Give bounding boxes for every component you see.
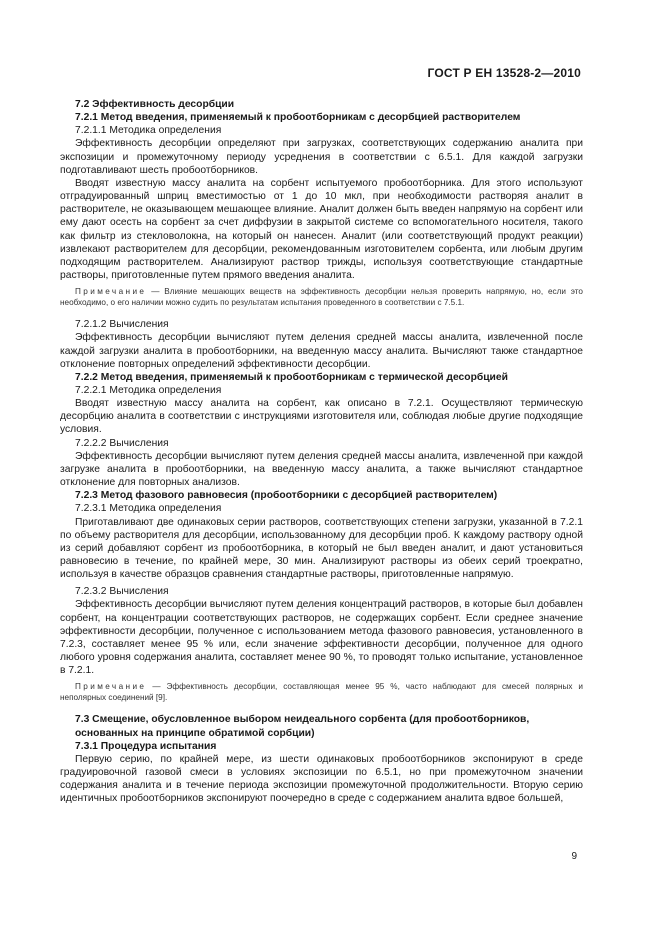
section-7-2-3-1-title: 7.2.3.1 Методика определения [75, 503, 222, 515]
paragraph: Первую серию, по крайней мере, из шести одинаковых пробоотборников экспонируют в среде градуировочной газовой смеси в условиях экспозиции по 6.5.1, но при промежуточном значении содержания аналита и в течение периода экспозиции промежуточной продолжительности. Вторую серию идентичных пробоотборников экспонируют поочередно в среде с содержанием аналита вдвое большей, [60, 753, 583, 805]
paragraph: Эффективность десорбции вычисляют путем деления средней массы аналита, извлеченной при каждой загрузке аналита в пробоотборники, на введенную массу аналита, а также вычисляют стандартное отклонение для повторных анализов. [60, 450, 583, 489]
page-number: 9 [571, 851, 577, 862]
section-7-2-1-2-title: 7.2.1.2 Вычисления [75, 319, 169, 331]
note [60, 681, 583, 703]
section-7-2-3-2-title: 7.2.3.2 Вычисления [75, 586, 169, 598]
section-7-2-2-2-title: 7.2.2.2 Вычисления [75, 437, 169, 449]
section-7-2-3-title: 7.2.3 Метод фазового равновесия (пробоотборники с десорбцией растворителем) [75, 490, 498, 502]
document-body [60, 98, 583, 806]
section-7-2-1-title: 7.2.1 Метод введения, применяемый к пробоотборникам с десорбцией растворителем [75, 112, 521, 124]
section-7-3-title: 7.3 Смещение, обусловленное выбором неидеального сорбента (для пробоотборников, основанных на принципе обратимой сорбции) [75, 714, 530, 739]
note-label: Примечание [75, 287, 147, 297]
section-7-2-2-1-title: 7.2.2.1 Методика определения [75, 384, 222, 396]
document-header: ГОСТ Р ЕН 13528-2—2010 [427, 66, 581, 80]
note-label: Примечание [75, 682, 147, 692]
note-text: — Эффективность десорбции, составляющая менее 95 %, часто наблюдают для смесей полярных и неполярных соединений [9]. [60, 682, 583, 703]
note-text: — Влияние мешающих веществ на эффективность десорбции нельзя проверить напрямую, но, если это необходимо, о его наличии можно судить по результатам испытания проведенного в соответствии с 7.5.1. [60, 287, 583, 308]
section-7-2-2-title: 7.2.2 Метод введения, применяемый к пробоотборникам с термической десорбцией [75, 371, 508, 383]
paragraph: Эффективность десорбции вычисляют путем деления концентраций растворов, в которые был добавлен сорбент, на концентрации соответствующих растворов, не содержащих сорбент. Если среднее значение эффективности десорбции, полученное с использованием метода фазового равновесия, установленного в 7.2.3, составляет менее 95 % или, если значение эффективности десорбции, полученное для одного любого уровня содержания аналита, составляет менее 90 %, то проводят только испытание, установленное в 7.2.1. [60, 599, 583, 677]
note [60, 286, 583, 308]
paragraph: Эффективность десорбции вычисляют путем деления средней массы аналита, извлеченной после каждой загрузки аналита в пробоотборники, на введенную массу аналита. Вычисляют также стандартное отклонение повторных определений эффективности десорбции. [60, 332, 583, 370]
section-7-2-title: 7.2 Эффективность десорбции [75, 99, 235, 110]
paragraph: Вводят известную массу аналита на сорбент, как описано в 7.2.1. Осуществляют термическую десорбцию аналита в соответствии с инструкциями изготовителя или, соблюдая любые другие подходящие условия. [60, 398, 583, 436]
paragraph: Эффективность десорбции определяют при загрузках, соответствующих содержанию аналита при экспозиции и промежуточному периоду усреднения в соответствии с 6.5.1. Для каждой загрузки подготавливают шесть пробоотборников. [60, 138, 583, 176]
section-7-3-1-title: 7.3.1 Процедура испытания [75, 740, 217, 752]
paragraph: Приготавливают две одинаковых серии растворов, соответствующих степени загрузки, указанной в 7.2.1 по объему растворителя для десорбции, использованному для десорбции проб. К каждому раствору одной из серий добавляют сорбент из пробоотборника, в который не был введен аналит, и дают установиться равновесию в течение, по крайней мере, 30 мин. Анализируют растворы из обеих серий троекратно, используя в качестве образцов сравнения стандартные растворы, приготовленные напрямую. [60, 516, 583, 581]
section-7-2-1-1-title: 7.2.1.1 Методика определения [75, 125, 222, 137]
paragraph: Вводят известную массу аналита на сорбент испытуемого пробоотборника. Для этого используют отградуированный шприц вместимостью от 1 до 10 мкл, при необходимости растворяя аналит в растворителе, не оказывающем мешающее влияние. Аналит должен быть введен напрямую на сорбент или ему дают осесть на сорбент за счет диффузии в закрытой системе со вспомогательного носителя, такого как фильтр из стекловолокна, на который он нанесен. Аналит (или соответствующий продукт реакции) извлекают растворителем для десорбции, рекомендованным изготовителем сорбента, или любым другим подходящим растворителем. Анализируют раствор трижды, используя соответствующие стандартные растворы, приготовленные путем прямого введения аналита. [60, 177, 583, 282]
